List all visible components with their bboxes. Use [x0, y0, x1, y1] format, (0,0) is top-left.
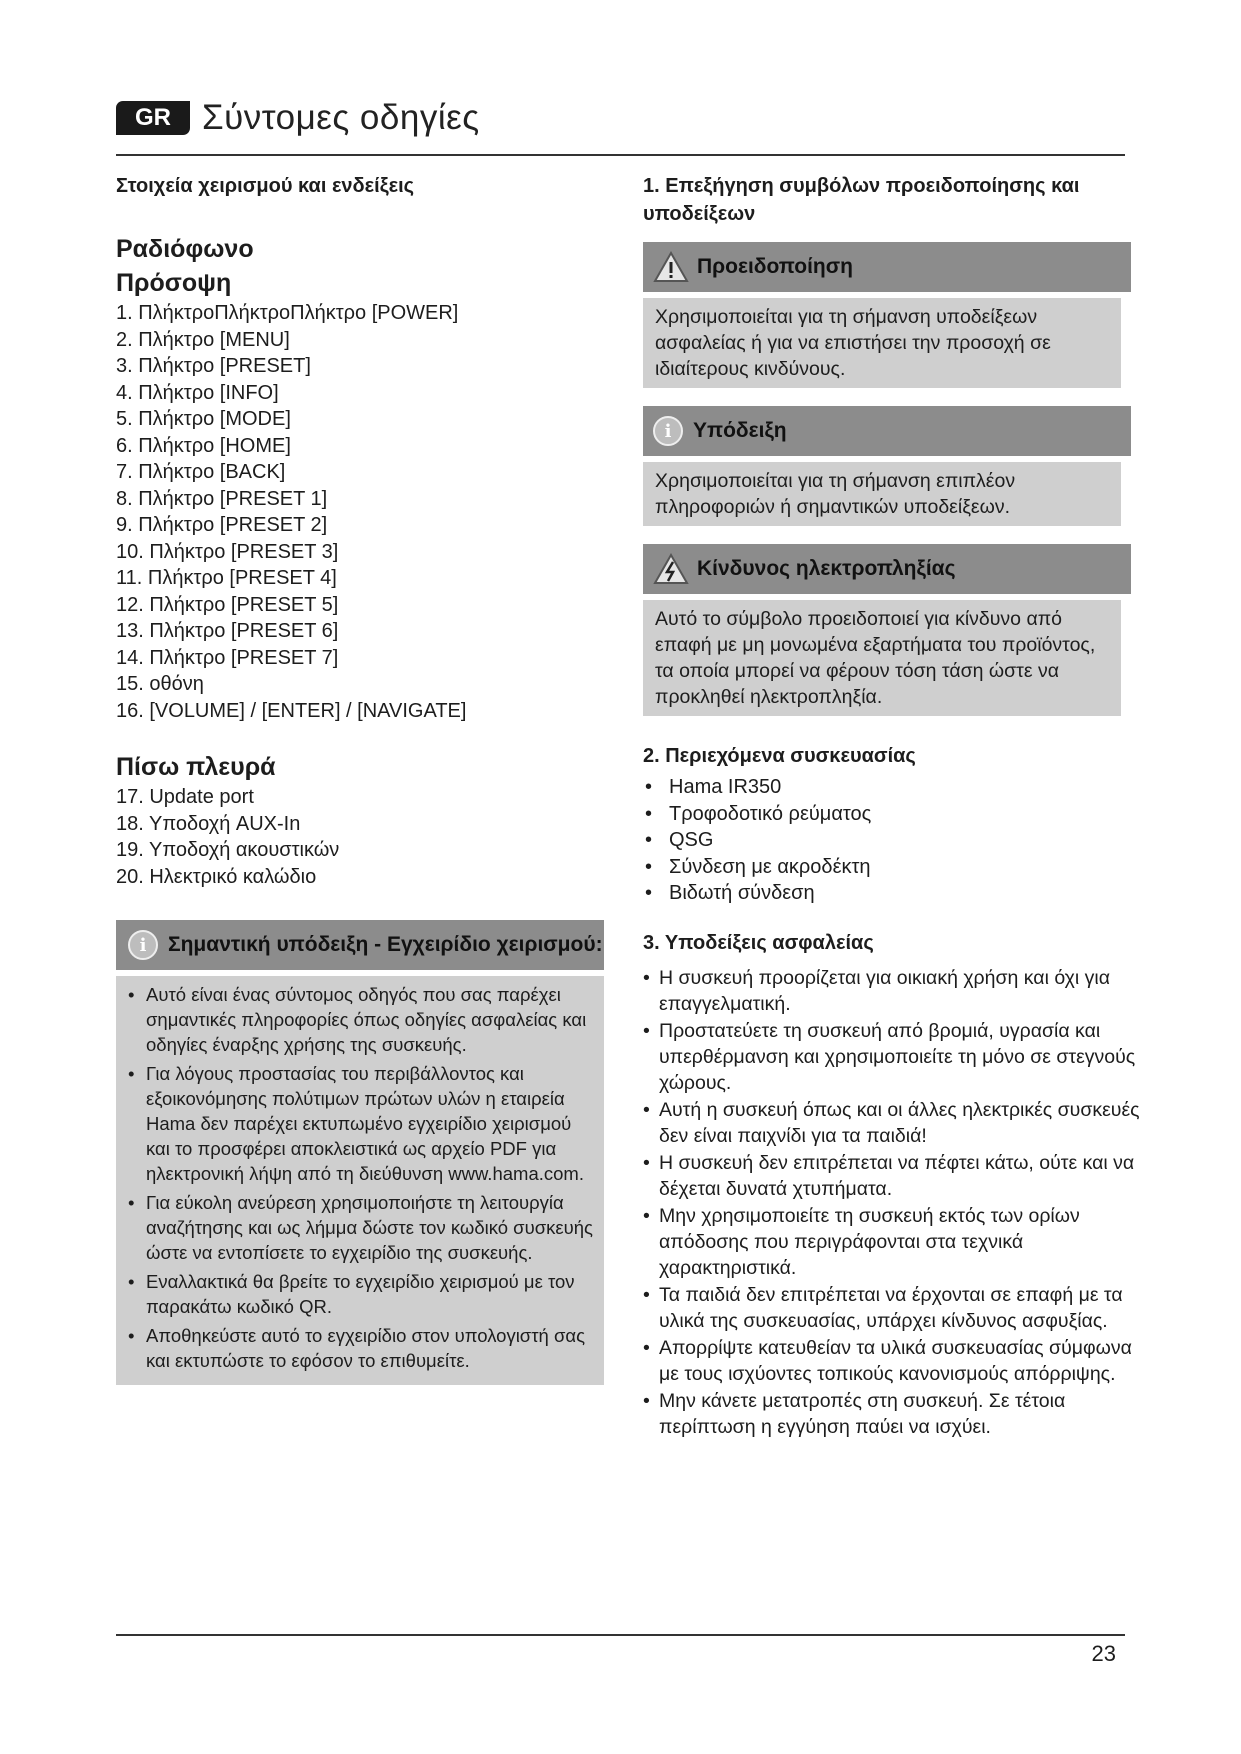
list-item: 13. Πλήκτρο [PRESET 6] — [116, 620, 339, 642]
list-item: • Τα παιδιά δεν επιτρέπεται να έρχονται σε επαφή με τα υλικά της συσκευασίας, υπάρχει κίνδυνος ασφυξίας. — [643, 1282, 1143, 1334]
list-item: 11. Πλήκτρο [PRESET 4] — [116, 567, 337, 589]
list-item: • Τροφοδοτικό ρεύματος — [643, 801, 1143, 828]
list-item: 18. Υποδοχή AUX-In — [116, 812, 301, 835]
warning-triangle-icon — [653, 251, 689, 283]
shock-title: Κίνδυνος ηλεκτροπληξίας — [697, 557, 956, 580]
shock-header — [643, 544, 1131, 594]
list-item: • Αυτή η συσκευή όπως και οι άλλες ηλεκτρικές συσκευές δεν είναι παιχνίδι για τα παιδιά! — [643, 1097, 1143, 1149]
right-column — [643, 172, 1143, 1441]
hint-panel — [643, 406, 1143, 526]
list-item: 17. Update port — [116, 786, 254, 808]
package-section-title: 2. Περιεχόμενα συσκευασίας — [643, 745, 916, 767]
info-icon: i — [128, 930, 158, 960]
list-item: • QSG — [643, 827, 1143, 854]
back-heading: Πίσω πλευρά — [116, 753, 276, 781]
list-item: 4. Πλήκτρο [INFO] — [116, 381, 279, 404]
hint-title: Υπόδειξη — [693, 419, 787, 442]
front-controls-list — [116, 300, 604, 724]
back-controls-list — [116, 784, 604, 890]
page-title: Σύντομες οδηγίες — [202, 98, 480, 137]
shock-panel — [643, 544, 1143, 716]
list-item: 14. Πλήκτρο [PRESET 7] — [116, 646, 339, 669]
radio-heading: Ραδιόφωνο — [116, 235, 254, 263]
list-item: 8. Πλήκτρο [PRESET 1] — [116, 487, 328, 510]
manual-note-title: Σημαντική υπόδειξη - Εγχειρίδιο χειρισμού: — [168, 933, 603, 956]
safety-list — [643, 965, 1143, 1440]
list-item: • Προστατεύετε τη συσκευή από βρομιά, υγρασία και υπερθέρμανση και χρησιμοποιείτε τη μόνο σε στεγνούς χώρους. — [643, 1018, 1143, 1096]
manual-note-body — [116, 976, 604, 1385]
list-item: 2. Πλήκτρο [MENU] — [116, 328, 290, 351]
list-item: • Για λόγους προστασίας του περιβάλλοντος και εξοικονόμησης πολύτιμων πρώτων υλών η εταιρεία Hama δεν παρέχει εκτυπωμένο εγχειρίδιο χειρισμού και το προσφέρει αποκλειστικά ως αρχείο PDF για ηλεκτρονική λήψη από τη διεύθυνση www.hama.com. — [128, 1061, 594, 1186]
list-item: • Η συσκευή δεν επιτρέπεται να πέφτει κάτω, ούτε και να δέχεται δυνατά χτυπήματα. — [643, 1150, 1143, 1202]
list-item: 5. Πλήκτρο [MODE] — [116, 408, 291, 430]
list-item: • Αυτό είναι ένας σύντομος οδηγός που σας παρέχει σημαντικές πληροφορίες όπως οδηγίες ασφαλείας και οδηγίες έναρξης χρήσης της συσκευής. — [128, 982, 594, 1057]
left-column — [116, 172, 604, 1385]
electric-shock-icon — [653, 553, 689, 585]
list-item: • Απορρίψτε κατευθείαν τα υλικά συσκευασίας σύμφωνα με τους ισχύοντες τοπικούς κανονισμούς απόρριψης. — [643, 1335, 1143, 1387]
list-item: 15. οθόνη — [116, 673, 204, 695]
list-item: • Βιδωτή σύνδεση — [643, 880, 1143, 907]
footer-divider — [116, 1634, 1125, 1636]
list-item: • Μην κάνετε μετατροπές στη συσκευή. Σε τέτοια περίπτωση η εγγύηση παύει να ισχύει. — [643, 1388, 1143, 1440]
manual-note-header — [116, 920, 604, 970]
symbols-section-title: 1. Επεξήγηση συμβόλων προειδοποίησης και υποδείξεων — [643, 175, 1080, 225]
shock-text: Αυτό το σύμβολο προειδοποιεί για κίνδυνο από επαφή με μη μονωμένα εξαρτήματα του προϊόντος, τα οποία μπορεί να φέρουν τόση τάση ώστε να προκληθεί ηλεκτροπληξία. — [643, 600, 1121, 716]
warning-title: Προειδοποίηση — [697, 255, 853, 278]
list-item: 6. Πλήκτρο [HOME] — [116, 434, 291, 457]
list-item: 9. Πλήκτρο [PRESET 2] — [116, 514, 328, 536]
list-item: 10. Πλήκτρο [PRESET 3] — [116, 540, 339, 563]
front-heading: Πρόσοψη — [116, 269, 232, 297]
list-item: 7. Πλήκτρο [BACK] — [116, 461, 286, 483]
controls-section-title: Στοιχεία χειρισμού και ενδείξεις — [116, 175, 415, 197]
list-item: 1. ΠλήκτροΠλήκτροΠλήκτρο [POWER] — [116, 302, 459, 324]
list-item: • Hama IR350 — [643, 774, 1143, 801]
list-item: 12. Πλήκτρο [PRESET 5] — [116, 593, 339, 616]
warning-text: Χρησιμοποιείται για τη σήμανση υποδείξεων ασφαλείας ή για να επιστήσει την προσοχή σε ιδιαίτερους κινδύνους. — [643, 298, 1121, 388]
list-item: • Για εύκολη ανεύρεση χρησιμοποιήστε τη λειτουργία αναζήτησης και ως λήμμα δώστε τον κωδικό συσκευής ώστε να εντοπίσετε το εγχειρίδιο της συσκευής. — [128, 1190, 594, 1265]
warning-header — [643, 242, 1131, 292]
list-item: • Η συσκευή προορίζεται για οικιακή χρήση και όχι για επαγγελματική. — [643, 965, 1143, 1017]
hint-text: Χρησιμοποιείται για τη σήμανση επιπλέον πληροφοριών ή σημαντικών υποδείξεων. — [643, 462, 1121, 526]
list-item: • Αποθηκεύστε αυτό το εγχειρίδιο στον υπολογιστή σας και εκτυπώστε το εφόσον το επιθυμείτε. — [128, 1323, 594, 1373]
manual-note-box — [116, 920, 604, 1385]
language-badge: GR — [116, 101, 190, 135]
list-item: 19. Υποδοχή ακουστικών — [116, 839, 340, 861]
page-header — [116, 98, 480, 138]
hint-header — [643, 406, 1131, 456]
list-item: • Εναλλακτικά θα βρείτε το εγχειρίδιο χειρισμού με τον παρακάτω κωδικό QR. — [128, 1269, 594, 1319]
list-item: 16. [VOLUME] / [ENTER] / [NAVIGATE] — [116, 699, 467, 722]
list-item: 20. Ηλεκτρικό καλώδιο — [116, 865, 317, 888]
header-divider — [116, 154, 1125, 156]
safety-section-title: 3. Υποδείξεις ασφαλείας — [643, 931, 874, 954]
info-icon: i — [653, 416, 683, 446]
list-item: • Μην χρησιμοποιείτε τη συσκευή εκτός των ορίων απόδοσης που περιγράφονται στα τεχνικά χαρακτηριστικά. — [643, 1203, 1143, 1281]
list-item: 3. Πλήκτρο [PRESET] — [116, 355, 311, 377]
list-item: • Σύνδεση με ακροδέκτη — [643, 854, 1143, 881]
package-contents-list — [643, 774, 1143, 907]
warning-panel — [643, 242, 1143, 388]
page-number: 23 — [1091, 1641, 1116, 1666]
